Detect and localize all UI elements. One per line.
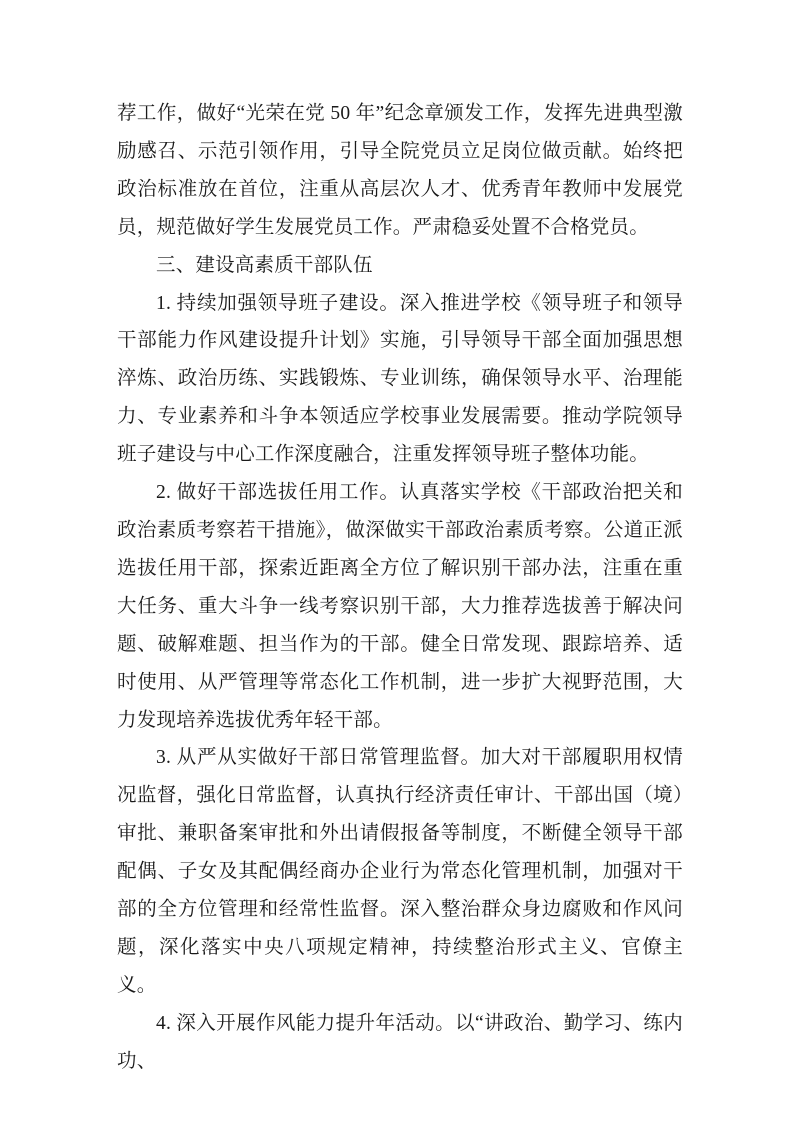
body-paragraph-3: 3. 从严从实做好干部日常管理监督。加大对干部履职用权情况监督，强化日常监督，认真执行经济责任审计、干部出国（境）审批、兼职备案审批和外出请假报备等制度，不断健全领导干部配偶、子女及其配偶经商办企业行为常态化管理机制，加强对干部的全方位管理和经常性监督。深入整治群众身边腐败和作风问题，深化落实中央八项规定精神，持续整治形式主义、官僚主义。 <box>117 747 683 996</box>
body-paragraph-4-truncated: 4. 深入开展作风能力提升年活动。以“讲政治、勤学习、练内功、 <box>117 1012 683 1072</box>
section-heading: 三、建设高素质干部队伍 <box>156 254 373 276</box>
document-body <box>117 95 683 1081</box>
body-paragraph-2: 2. 做好干部选拔任用工作。认真落实学校《干部政治把关和政治素质考察若干措施》，做深做实干部政治素质考察。公道正派选拔任用干部，探索近距离全方位了解识别干部办法，注重在重大任务、重大斗争一线考察识别干部，大力推荐选拔善于解决问题、破解难题、担当作为的干部。健全日常发现、跟踪培养、适时使用、从严管理等常态化工作机制，进一步扩大视野范围，大力发现培养选拔优秀年轻干部。 <box>117 482 683 731</box>
body-paragraph-1: 1. 持续加强领导班子建设。深入推进学校《领导班子和领导干部能力作风建设提升计划》实施，引导领导干部全面加强思想淬炼、政治历练、实践锻炼、专业训练，确保领导水平、治理能力、专业素养和斗争本领适应学校事业发展需要。推动学院领导班子建设与中心工作深度融合，注重发挥领导班子整体功能。 <box>117 292 683 466</box>
body-paragraph-continuation: 荐工作，做好“光荣在党 50 年”纪念章颁发工作，发挥先进典型激励感召、示范引领作用，引导全院党员立足岗位做贡献。始终把政治标准放在首位，注重从高层次人才、优秀青年教师中发展党员，规范做好学生发展党员工作。严肃稳妥处置不合格党员。 <box>117 103 683 238</box>
